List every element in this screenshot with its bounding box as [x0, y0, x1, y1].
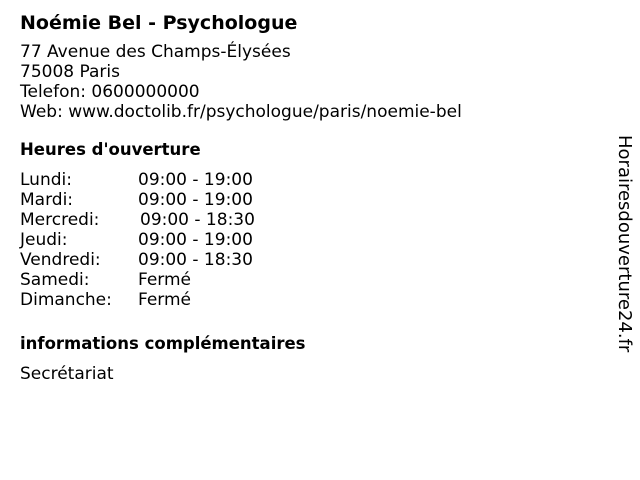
time-value: 09:00 - 18:30 [138, 250, 253, 270]
time-value: Fermé [138, 270, 192, 290]
additional-info-heading: informations complémentaires [20, 334, 306, 353]
phone-number: Telefon: 0600000000 [20, 82, 200, 102]
day-label: Mardi: [20, 190, 74, 210]
day-label: Vendredi: [20, 250, 101, 270]
business-card [20, 9, 600, 384]
opening-hours-heading: Heures d'ouverture [20, 140, 201, 159]
time-value: 09:00 - 18:30 [140, 210, 255, 230]
day-label: Mercredi: [20, 210, 100, 230]
website: Web: www.doctolib.fr/psychologue/paris/noemie-bel [20, 102, 462, 122]
hours-row-monday [20, 170, 600, 190]
hours-row-wednesday [20, 210, 600, 230]
time-value: Fermé [138, 290, 192, 310]
time-value: 09:00 - 19:00 [138, 170, 253, 190]
additional-info-text: Secrétariat [20, 364, 114, 384]
time-value: 09:00 - 19:00 [138, 190, 253, 210]
site-watermark: Horairesdouverture24.fr [614, 135, 635, 353]
day-label: Samedi: [20, 270, 90, 290]
day-label: Jeudi: [20, 230, 68, 250]
page-title: Noémie Bel - Psychologue [20, 12, 298, 34]
city-postal: 75008 Paris [20, 62, 120, 82]
hours-row-friday [20, 250, 600, 270]
street-address: 77 Avenue des Champs-Élysées [20, 42, 291, 62]
hours-row-tuesday [20, 190, 600, 210]
time-value: 09:00 - 19:00 [138, 230, 253, 250]
day-label: Lundi: [20, 170, 72, 190]
opening-hours-table [20, 170, 600, 310]
hours-row-saturday [20, 270, 600, 290]
day-label: Dimanche: [20, 290, 112, 310]
hours-row-sunday [20, 290, 600, 310]
address-block [20, 42, 600, 122]
hours-row-thursday [20, 230, 600, 250]
